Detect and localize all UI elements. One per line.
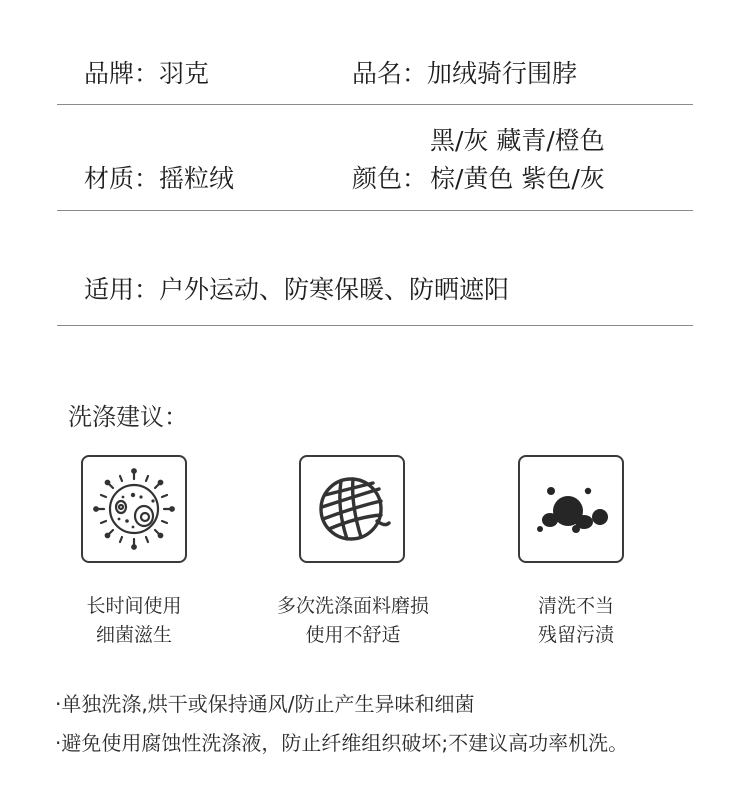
divider (57, 325, 693, 326)
care-title: 洗涤建议： (68, 403, 188, 431)
caption-line: 长时间使用 (86, 595, 182, 617)
care-caption-yarn (243, 592, 463, 650)
caption-line: 清洗不当 (537, 595, 614, 617)
usage-text: 适用：户外运动、防寒保暖、防晒遮阳 (84, 275, 510, 304)
bacteria-icon (83, 457, 185, 561)
material-text: 材质：摇粒绒 (84, 164, 235, 193)
divider (57, 210, 693, 211)
care-card-yarn (299, 455, 405, 563)
color-options-line1: 黑/灰 藏青/橙色 (430, 126, 605, 155)
care-note-1: ·单独洗涤,烘干或保持通风/防止产生异味和细菌 (55, 692, 475, 716)
care-caption-bacteria (24, 592, 244, 650)
care-card-bacteria (81, 455, 187, 563)
care-card-stain (518, 455, 624, 563)
caption-line: 多次洗涤面料磨损 (276, 595, 429, 617)
care-caption-stain (466, 592, 686, 650)
color-options-line2: 棕/黄色 紫色/灰 (430, 164, 605, 193)
care-note-2: ·避免使用腐蚀性洗涤液，防止纤维组织破坏;不建议高功率机洗。 (55, 731, 629, 755)
color-label: 颜色： (352, 164, 428, 193)
yarn-ball-icon (301, 457, 403, 561)
stain-icon (520, 457, 622, 561)
divider (57, 104, 693, 105)
caption-line: 细菌滋生 (95, 624, 172, 646)
caption-line: 残留污渍 (537, 624, 614, 646)
product-name-text: 品名：加绒骑行围脖 (352, 59, 578, 88)
caption-line: 使用不舒适 (305, 624, 401, 646)
brand-text: 品牌：羽克 (84, 59, 210, 88)
